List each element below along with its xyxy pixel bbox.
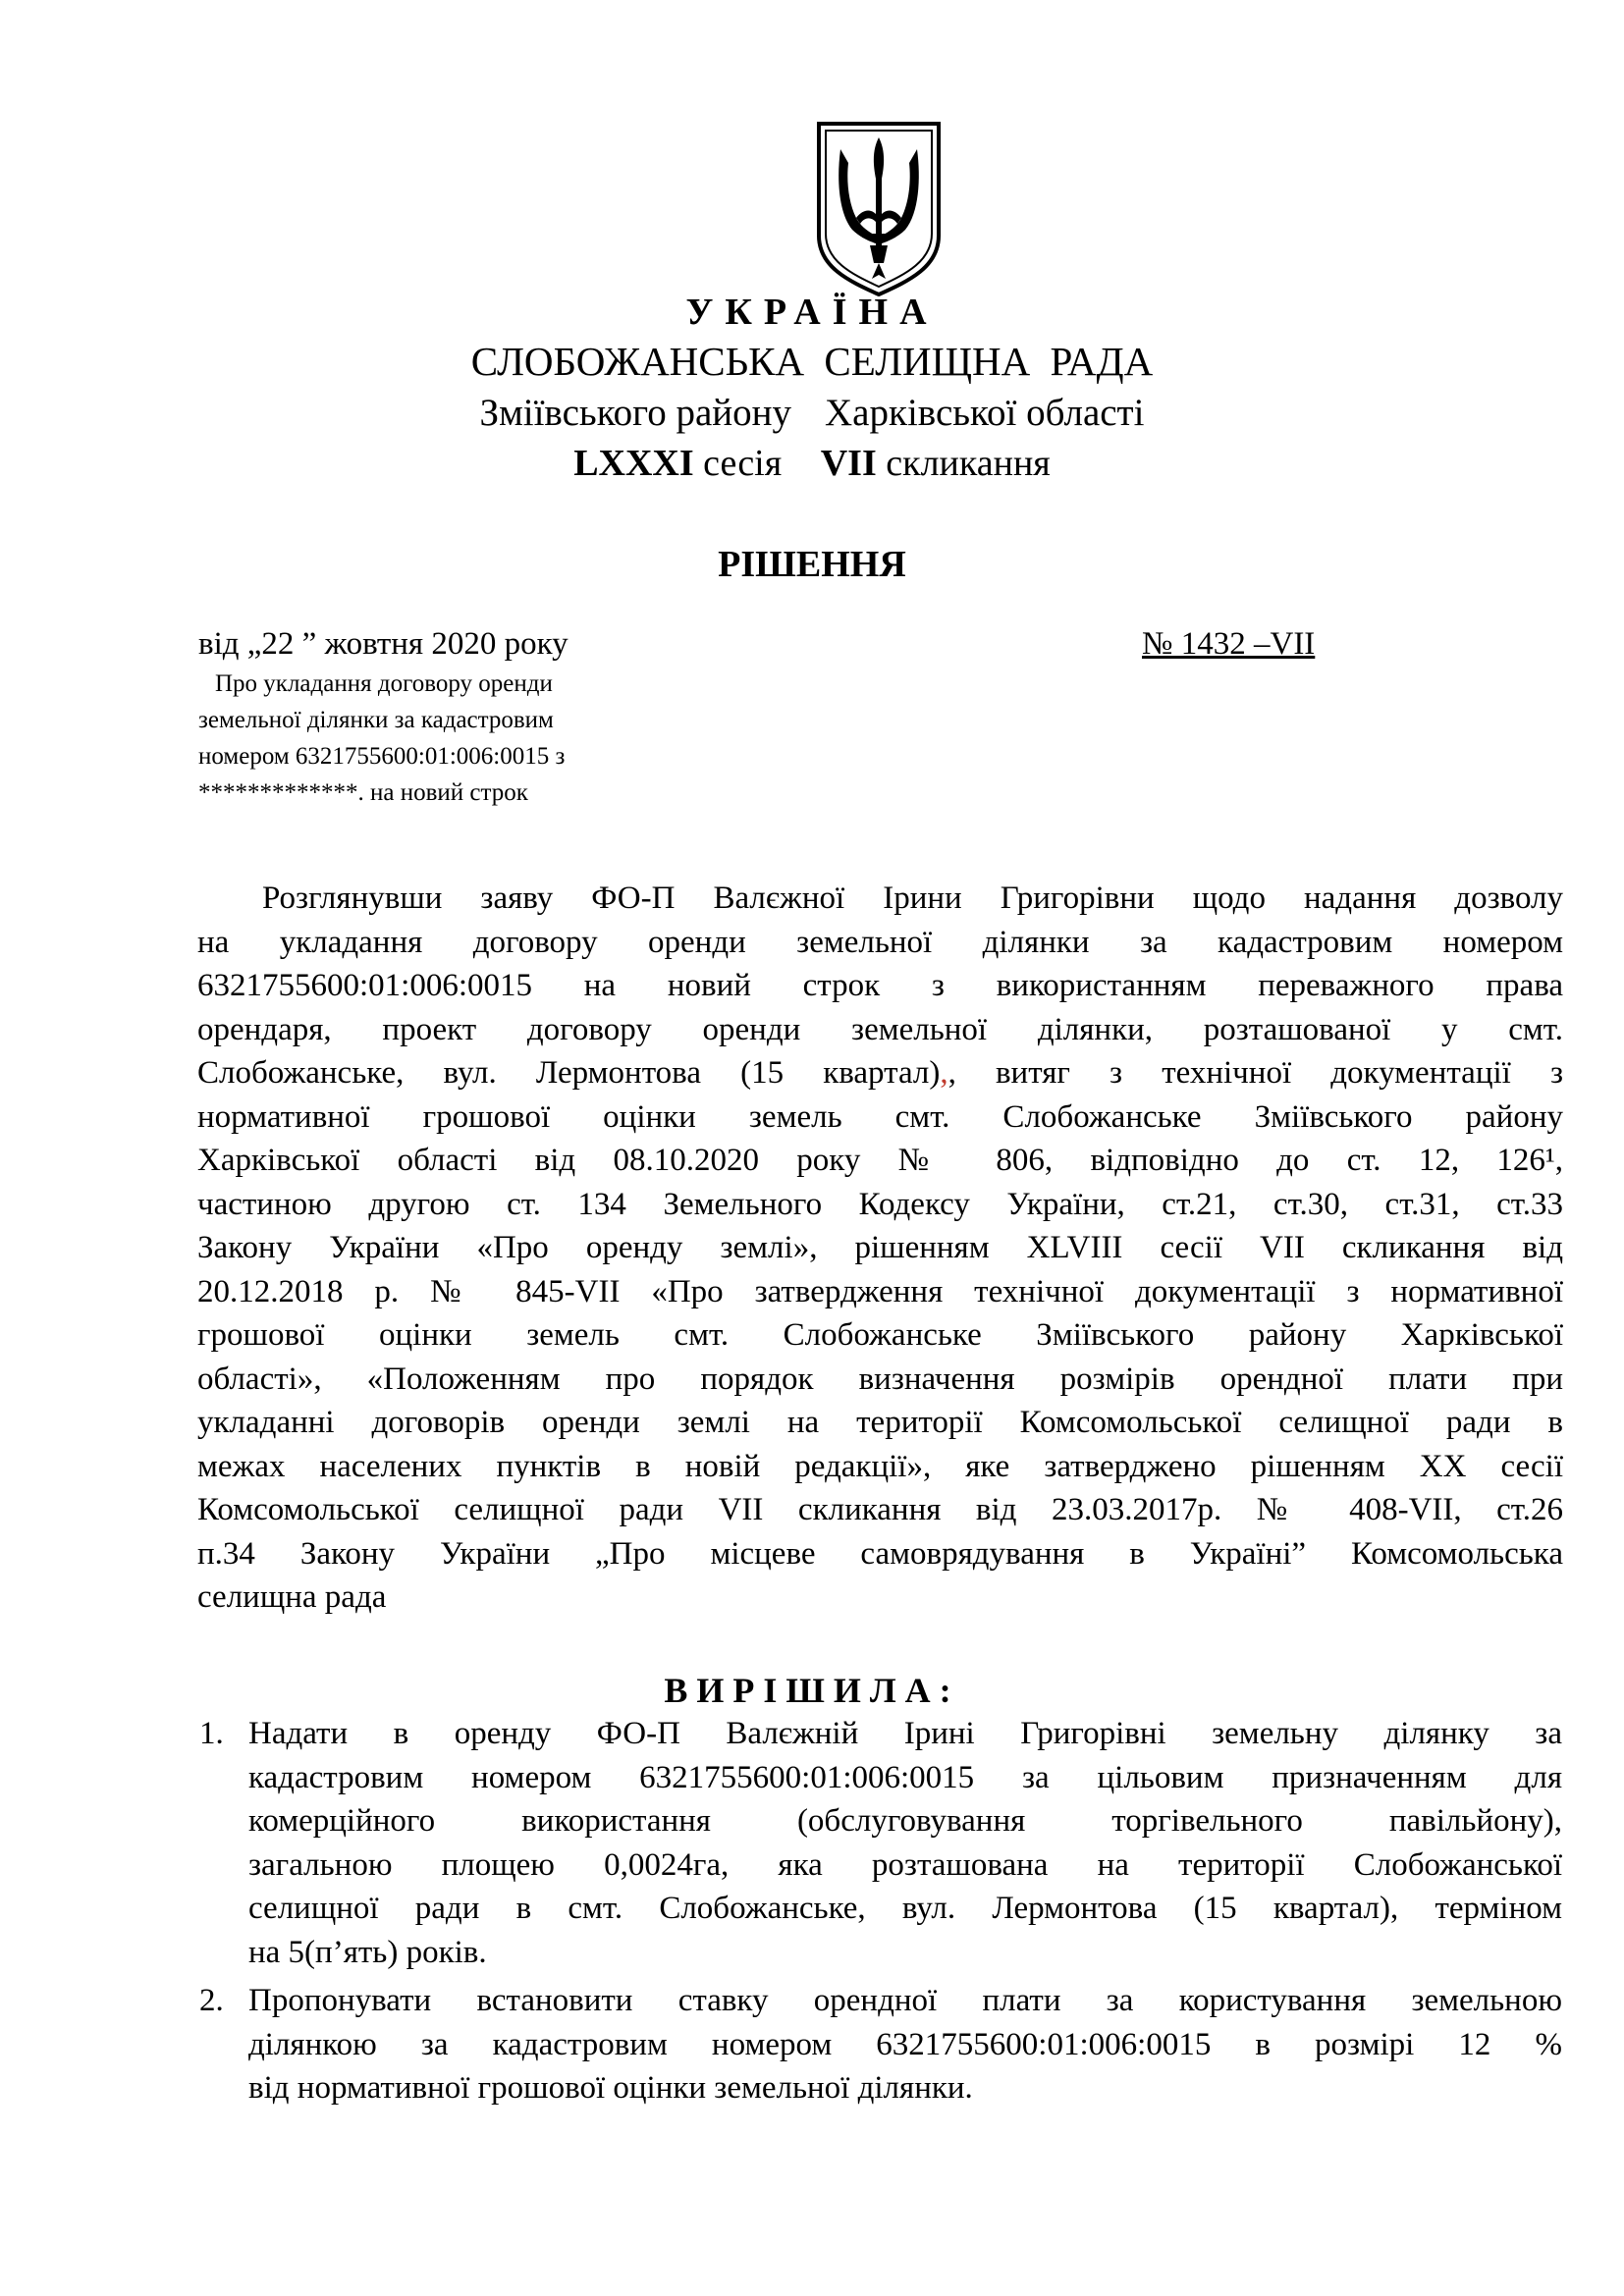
country-heading: УКРАЇНА: [685, 292, 939, 333]
preamble-line: 20.12.2018 р. № 845-VII «Про затвердження технічної документації з нормативної: [197, 1273, 1563, 1309]
preamble-line: Закону України «Про оренду землі», рішенням XLVIII сесії VII скликання від: [197, 1230, 1563, 1265]
region-name: Харківської області: [825, 392, 1145, 434]
item-line: загальною площею 0,0024га, яка розташована на території Слобожанської: [248, 1846, 1562, 1883]
preamble-line: Харківської області від 08.10.2020 року № 806, відповідно до ст. 12, 126¹,: [197, 1143, 1563, 1178]
decision-date: від „22 ” жовтня 2020 року: [198, 626, 568, 662]
coat-of-arms-emblem: [815, 120, 943, 296]
district-name: Зміївського району: [479, 392, 792, 434]
preamble-line: укладанні договорів оренди землі на території Комсомольської селищної ради в: [197, 1405, 1563, 1440]
subject-line: *************. на новий строк: [198, 779, 528, 806]
item-line: комерційного використання (обслуговування торгівельного павільйону),: [248, 1803, 1562, 1839]
subject-line: Про укладання договору оренди: [215, 670, 553, 697]
convocation-label: скликання: [886, 443, 1051, 484]
decision-number: № 1432 –VII: [1142, 626, 1316, 662]
item-line: Надати в оренду ФО-П Валєжній Ірині Григорівні земельну ділянку за: [248, 1716, 1562, 1751]
resolution-item: [199, 1712, 1562, 1974]
preamble-line: селищна рада: [197, 1579, 387, 1615]
item-line: ділянкою за кадастровим номером 6321755600:01:006:0015 в розмірі 12 %: [248, 2026, 1562, 2062]
preamble-line: 6321755600:01:006:0015 на новий строк з використанням переважного права: [197, 968, 1563, 1003]
preamble-line: п.34 Закону України „Про місцеве самоврядування в Україні” Комсомольська: [197, 1535, 1563, 1572]
session-heading: [0, 442, 1624, 485]
item-line: на 5(п’ять) років.: [248, 1934, 487, 1970]
preamble-line: нормативної грошової оцінки земель смт. Слобожанське Зміївського району: [197, 1098, 1563, 1135]
preamble-line: Комсомольської селищної ради VII скликання від 23.03.2017р. № 408-VII, ст.26: [197, 1492, 1563, 1527]
preamble-line-part: , витяг з технічної документації з: [947, 1055, 1563, 1091]
preamble-paragraph: [197, 877, 1563, 1620]
session-label: сесія: [703, 443, 783, 484]
preamble-line: Розглянувши заяву ФО-П Валєжної Ірини Григорівни щодо надання дозволу: [262, 881, 1563, 916]
preamble-line: [197, 1051, 1563, 1095]
session-number: LXXXI: [573, 443, 694, 484]
preamble-line: області», «Положенням про порядок визначення розмірів орендної плати при: [197, 1361, 1563, 1397]
item-number: 1.: [199, 1716, 224, 1751]
subject-line: земельної ділянки за кадастровим: [198, 707, 554, 733]
resolved-heading: ВИРІШИЛА:: [664, 1671, 960, 1710]
preamble-line: частиною другою ст. 134 Земельного Кодексу України, ст.21, ст.30, ст.31, ст.33: [197, 1186, 1563, 1222]
preamble-line: орендаря, проект договору оренди земельної ділянки, розташованої у смт.: [197, 1011, 1563, 1047]
preamble-line: межах населених пунктів в новій редакції», яке затверджено рішенням XX сесії: [197, 1448, 1563, 1484]
preamble-line-part: Слобожанське, вул. Лермонтова (15 квартал): [197, 1055, 941, 1091]
red-comma: ,: [940, 1055, 948, 1091]
document-title: РІШЕННЯ: [718, 544, 906, 585]
item-line: кадастровим номером 6321755600:01:006:0015 за цільовим призначенням для: [248, 1759, 1562, 1795]
council-heading: СЛОБОЖАНСЬКА СЕЛИЩНА РАДА: [470, 339, 1154, 384]
item-line: Пропонувати встановити ставку орендної плати за користування земельною: [248, 1983, 1562, 2018]
subject-line: номером 6321755600:01:006:0015 з: [198, 743, 566, 770]
preamble-line: на укладання договору оренди земельної ділянки за кадастровим номером: [197, 924, 1563, 960]
item-number: 2.: [199, 1983, 224, 2018]
item-line: від нормативної грошової оцінки земельної ділянки.: [248, 2070, 973, 2106]
convocation-number: VII: [820, 443, 877, 484]
resolution-item: [199, 1979, 1562, 2110]
resolution-list: [199, 1712, 1562, 2115]
item-line: селищної ради в смт. Слобожанське, вул. Лермонтова (15 квартал), терміном: [248, 1891, 1562, 1926]
district-heading: [0, 391, 1624, 435]
decision-subject: [198, 666, 670, 811]
preamble-line: грошової оцінки земель смт. Слобожанське Зміївського району Харківської: [197, 1317, 1563, 1353]
